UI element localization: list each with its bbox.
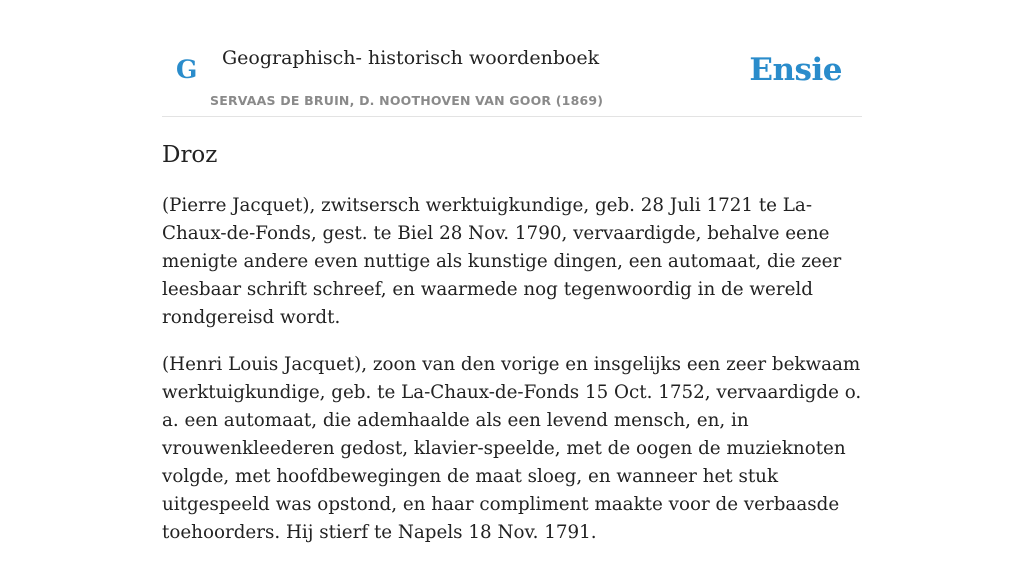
entry-paragraph: (Henri Louis Jacquet), zoon van den vorige en insgelijks een zeer bekwaam werktuigkundige, geb. te La-Chaux-de-Fonds 15 Oct. 1752, vervaardigde o. a. een automaat, die ademhaalde als een levend mensch, en, in vrouwenkleederen gedost, klavier-speelde, met de oogen de muzieknoten volgde, met hoofdbewegingen de maat sloeg, en wanneer het stuk uitgespeeld was opstond, en haar compliment maakte voor de verbaasde toehoorders. Hij stierf te Napels 18 Nov. 1791. bbox=[162, 354, 862, 543]
entry-paragraph: (Pierre Jacquet), zwitsersch werktuigkundige, geb. 28 Juli 1721 te La-Chaux-de-Fonds, gest. te Biel 28 Nov. 1790, vervaardigde, behalve eene menigte andere even nuttige als kunstige dingen, een automaat, die zeer leesbaar schrift schreef, en waarmede nog tegenwoordig in de wereld rondgereisd wordt. bbox=[162, 195, 842, 328]
dictionary-title-link[interactable]: Geographisch- historisch woordenboek bbox=[222, 47, 600, 69]
entry-body bbox=[162, 192, 862, 566]
ensie-brand-logo[interactable]: Ensie bbox=[749, 52, 842, 88]
entry-title: Droz bbox=[162, 142, 218, 168]
dictionary-author: SERVAAS DE BRUIN, D. NOOTHOVEN VAN GOOR (1869) bbox=[210, 93, 604, 108]
dictionary-header bbox=[162, 0, 862, 117]
dictionary-logo-icon[interactable]: G bbox=[176, 55, 198, 84]
